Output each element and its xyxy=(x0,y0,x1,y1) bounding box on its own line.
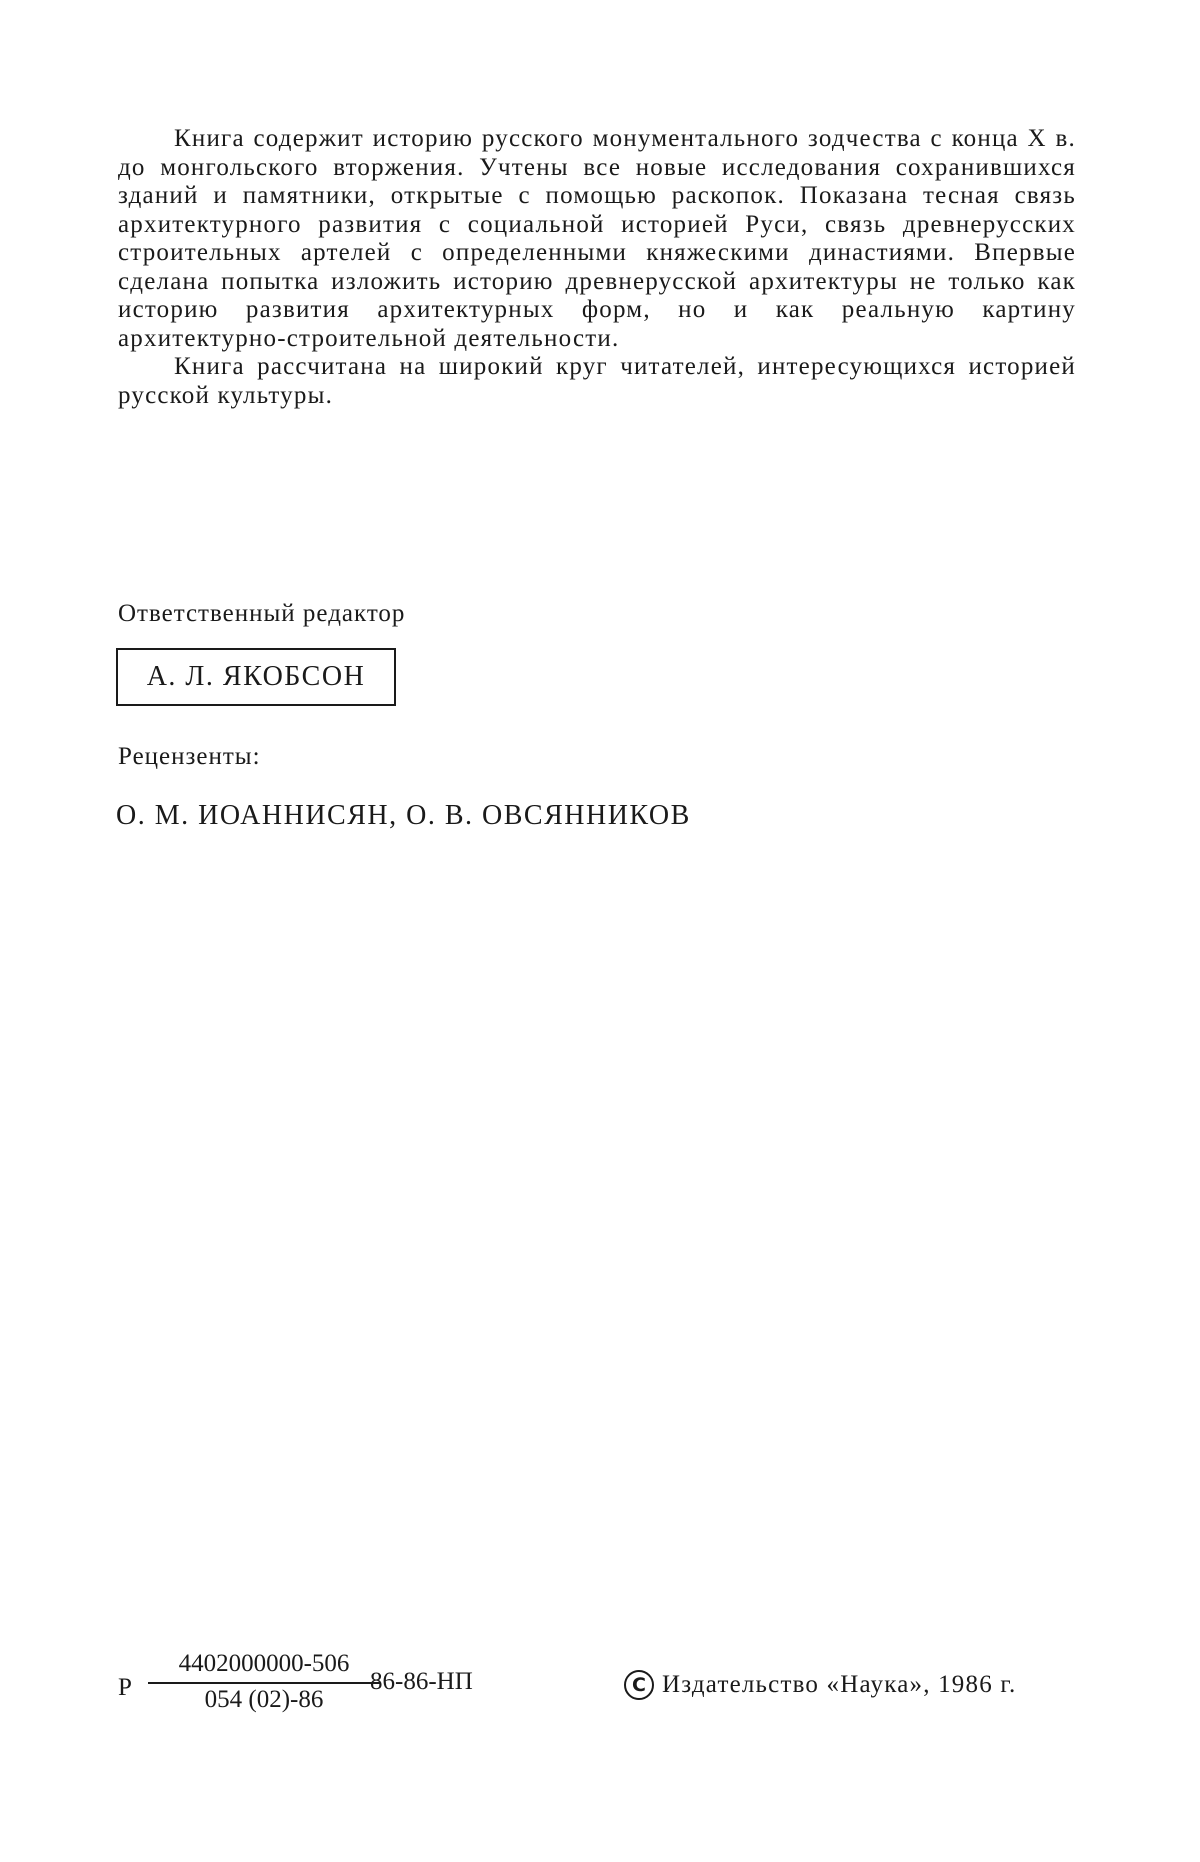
book-annotation xyxy=(118,125,1076,410)
copyright-line xyxy=(624,1670,1016,1700)
annotation-paragraph: Книга рассчитана на широкий круг читателей, интересующихся историей русской культуры. xyxy=(118,353,1076,409)
reviewers-label: Рецензенты: xyxy=(118,743,261,770)
imprint-letter: Р xyxy=(118,1674,132,1701)
copyright-text: Издательство «Наука», 1986 г. xyxy=(662,1671,1017,1698)
imprint-numerator: 4402000000-506 xyxy=(148,1650,380,1684)
editor-label: Ответственный редактор xyxy=(118,600,406,627)
imprint-fraction xyxy=(148,1650,380,1714)
annotation-paragraph: Книга содержит историю русского монументального зодчества с конца X в. до монгольского вторжения. Учтены все новые исследования сохранившихся зданий и памятники, открытые с помощью раскопок. Показана тесная связь архитектурного развития с социальной историей Руси, связь древнерусских строительных артелей с определенными княжескими династиями. Впервые сделана попытка изложить историю древнерусской архитектуры не только как историю развития архитектурных форм, но и как реальную картину архитектурно-строительной деятельности. xyxy=(118,125,1076,352)
copyright-icon: C xyxy=(624,1670,654,1700)
reviewers-names: О. М. ИОАННИСЯН, О. В. ОВСЯННИКОВ xyxy=(116,800,691,831)
editor-name: А. Л. ЯКОБСОН xyxy=(146,661,366,692)
imprint-suffix: 86-86-НП xyxy=(370,1668,473,1695)
imprint-denominator: 054 (02)-86 xyxy=(204,1686,324,1713)
editor-name-box xyxy=(116,648,396,706)
